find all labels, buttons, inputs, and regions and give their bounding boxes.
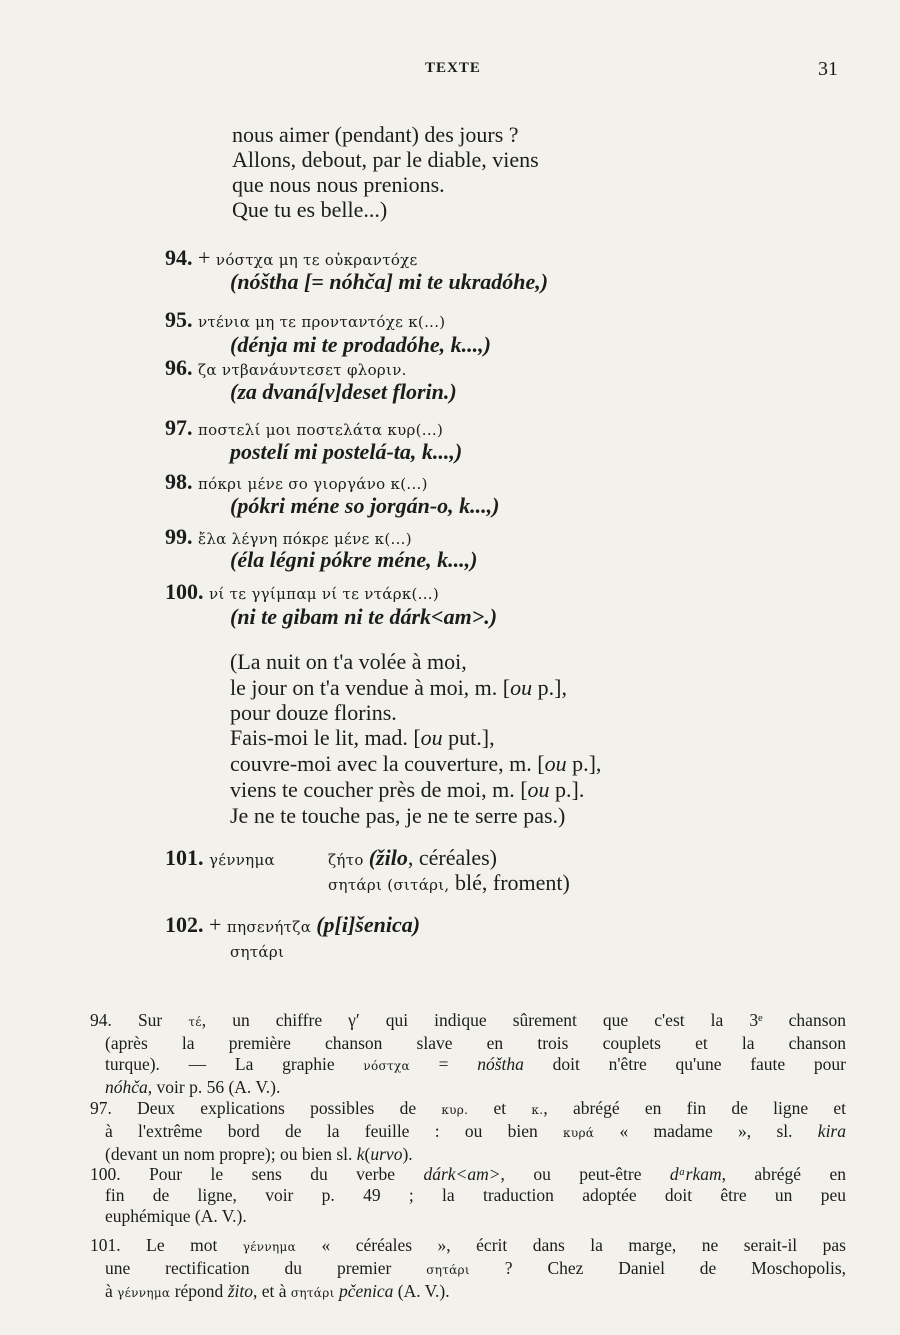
- translation-line: [230, 803, 565, 829]
- intro-line: [232, 197, 387, 223]
- text-segment: couvre-moi avec la couverture, m. [: [230, 751, 545, 776]
- text-segment: p.],: [532, 675, 567, 700]
- italic-text: (éla légni pókre méne, k...,): [230, 547, 478, 572]
- text-segment: put.],: [442, 725, 495, 750]
- italic-text: žito: [227, 1281, 253, 1301]
- entry-translit-line: [230, 604, 497, 630]
- text-segment: doit n'être qu'une faute pour: [523, 1054, 847, 1074]
- entry-translit-line: [230, 439, 462, 465]
- footnote-line: [90, 1258, 846, 1281]
- entry-number: 96.: [165, 355, 198, 380]
- footnote-number: 94.: [90, 1010, 138, 1030]
- italic-text: (ni te gibam ni te dárk<am>.): [230, 604, 498, 629]
- text-segment: +: [198, 245, 216, 270]
- text-segment: =: [409, 1054, 478, 1074]
- entry-greek-line: [165, 579, 439, 607]
- greek-text: ποστελί μοι ποστελάτα κυρ(...): [198, 421, 444, 439]
- greek-text: σητάρι (σιτάρι,: [328, 876, 450, 894]
- text-segment: Le mot: [146, 1235, 243, 1255]
- text-segment: (A. V.).: [393, 1281, 450, 1301]
- translation-line: [230, 751, 601, 777]
- footnote-number: 100.: [90, 1164, 150, 1184]
- italic-text: postelí mi postelá-ta, k...,): [230, 439, 463, 464]
- text-segment: , abrégé en: [721, 1164, 847, 1184]
- translation-line: [230, 649, 467, 675]
- greek-text: κ.: [531, 1103, 544, 1117]
- text-segment: et: [468, 1098, 532, 1118]
- text-segment: Que tu es belle...): [232, 197, 388, 222]
- italic-text: pčenica: [338, 1281, 394, 1301]
- text-segment: répond: [170, 1281, 228, 1301]
- italic-text: (p[i]šenica): [316, 912, 421, 937]
- greek-text: ντένια μη τε προνταντόχε κ(...): [198, 313, 446, 331]
- footnote: [90, 1010, 846, 1098]
- text-segment: pour douze florins.: [230, 700, 397, 725]
- text-segment: Pour le sens du verbe: [149, 1164, 424, 1184]
- text-segment: Allons, debout, par le diable, viens: [232, 147, 539, 172]
- text-segment: turque). — La graphie: [105, 1054, 364, 1074]
- entry-number: 98.: [165, 469, 198, 494]
- italic-text: (dénja mi te prodadóhe, k...,): [230, 332, 491, 357]
- running-header: TEXTE: [425, 60, 481, 76]
- italic-text: kira: [817, 1121, 846, 1141]
- text-segment: (après la première chanson slave en trois couplets et la chanson: [105, 1033, 846, 1053]
- italic-text: (pókri méne so jorgán-o, k...,): [230, 493, 500, 518]
- greek-text: ζήτο: [328, 851, 369, 869]
- footnote-number: 97.: [90, 1098, 138, 1118]
- entry-number: 95.: [165, 307, 198, 332]
- intro-line: [232, 122, 519, 148]
- text-segment: euphémique (A. V.).: [105, 1206, 247, 1226]
- italic-text: ou: [527, 777, 550, 802]
- text-segment: , et à: [252, 1281, 291, 1301]
- text-segment: ? Chez Daniel de Moschopolis,: [469, 1258, 847, 1278]
- text-segment: fin de ligne, voir p. 49 ; la traduction adoptée doit être un peu: [105, 1185, 846, 1205]
- footnote-line: [90, 1077, 846, 1098]
- italic-text: ou: [420, 725, 443, 750]
- italic-text: dᵃrkam: [669, 1164, 722, 1184]
- footnote-line: [90, 1121, 846, 1144]
- text-segment: viens te coucher près de moi, m. [: [230, 777, 528, 802]
- text-segment: p.],: [566, 751, 602, 776]
- footnote-line: [90, 1054, 846, 1077]
- text-segment: le jour on t'a vendue à moi, m. [: [230, 675, 511, 700]
- translation-line: [230, 675, 567, 701]
- entry-translit-line: [230, 493, 500, 519]
- entry-102-line2: [230, 937, 284, 965]
- text-segment: (: [364, 1144, 371, 1164]
- footnote-line: [90, 1206, 846, 1227]
- footnote-number: 101.: [90, 1235, 147, 1255]
- text-segment: , ou peut-être: [500, 1164, 670, 1184]
- greek-text: ζα ντβανάυντεσετ φλοριν.: [198, 361, 407, 379]
- entry-number: 100.: [165, 579, 209, 604]
- text-segment: Deux explications possibles de: [137, 1098, 442, 1118]
- translation-line: [230, 725, 495, 751]
- footnote-line: [90, 1185, 846, 1206]
- greek-text: γέννημα: [242, 1240, 296, 1254]
- italic-text: urvo: [370, 1144, 403, 1164]
- entry-number: 94.: [165, 245, 198, 270]
- greek-text: ἔλα λέγνη πόκρε μένε κ(...): [198, 530, 412, 548]
- greek-text: γέννημα: [117, 1286, 171, 1300]
- greek-text: κυρ.: [441, 1103, 469, 1117]
- italic-text: nóštha: [477, 1054, 524, 1074]
- text-segment: p.].: [549, 777, 585, 802]
- footnote: [90, 1235, 846, 1304]
- text-segment: Je ne te touche pas, je ne te serre pas.): [230, 803, 566, 828]
- footnote: [90, 1098, 846, 1165]
- italic-text: ou: [510, 675, 533, 700]
- text-segment: , voir p. 56 (A. V.).: [147, 1077, 281, 1097]
- footnote: [90, 1164, 846, 1227]
- greek-text: νόστχα μη τε οὐκραντόχε: [215, 251, 418, 269]
- footnote-line: [90, 1144, 846, 1165]
- text-segment: à l'extrême bord de la feuille : ou bien: [105, 1121, 564, 1141]
- intro-line: [232, 147, 539, 173]
- entry-translit-line: [230, 547, 477, 573]
- text-segment: Sur: [137, 1010, 189, 1030]
- entry-102-line1: [165, 912, 420, 940]
- greek-text: γέννημα: [209, 851, 275, 869]
- text-segment: « madame », sl.: [594, 1121, 818, 1141]
- entry-number: 99.: [165, 524, 198, 549]
- greek-text: πησενήτζα: [226, 918, 317, 936]
- entry-number: 102.: [165, 912, 209, 937]
- entry-101-line2: [328, 870, 570, 898]
- text-segment: ).: [402, 1144, 413, 1164]
- italic-text: (za dvaná[v]deset florin.): [230, 379, 457, 404]
- greek-text: νόστχα: [363, 1059, 410, 1073]
- footnote-line: [90, 1235, 846, 1258]
- text-segment: une rectification du premier: [105, 1258, 427, 1278]
- intro-line: [232, 172, 445, 198]
- text-segment: , abrégé en fin de ligne et: [543, 1098, 846, 1118]
- entry-101-line1: [328, 845, 497, 873]
- italic-text: (nóštha [= nóhča] mi te ukradóhe,): [230, 269, 549, 294]
- translation-line: [230, 700, 397, 726]
- text-segment: à: [105, 1281, 118, 1301]
- entry-number: 97.: [165, 415, 198, 440]
- greek-text: σητάρι: [426, 1263, 470, 1277]
- greek-text: νί τε γγίμπαμ νί τε ντάρκ(...): [209, 585, 440, 603]
- footnote-line: [90, 1281, 846, 1304]
- entry-number: 101.: [165, 845, 209, 870]
- text-segment: (La nuit on t'a volée à moi,: [230, 649, 467, 674]
- text-segment: Fais-moi le lit, mad. [: [230, 725, 421, 750]
- translation-line: [230, 777, 584, 803]
- footnote-line: [90, 1010, 846, 1033]
- text-segment: que nous nous prenions.: [232, 172, 445, 197]
- italic-text: nóhča: [105, 1077, 148, 1097]
- footnote-line: [90, 1164, 846, 1185]
- italic-text: ou: [544, 751, 567, 776]
- footnote-line: [90, 1098, 846, 1121]
- text-segment: nous aimer (pendant) des jours ?: [232, 122, 519, 147]
- greek-text: σητάρι: [230, 943, 285, 961]
- text-segment: +: [209, 912, 227, 937]
- entry-greek-line: [165, 307, 445, 335]
- page-number: 31: [818, 58, 838, 80]
- italic-text: k: [356, 1144, 365, 1164]
- greek-text: τέ: [188, 1015, 202, 1029]
- italic-text: dárk<am>: [423, 1164, 501, 1184]
- text-segment: (devant un nom propre); ou bien sl.: [105, 1144, 357, 1164]
- italic-text: (žilo: [368, 845, 408, 870]
- entry-101-greek: [165, 845, 275, 873]
- text-segment: « céréales », écrit dans la marge, ne serait-il pas: [295, 1235, 846, 1255]
- text-segment: , un chiffre γ′ qui indique sûrement que c'est la 3ᵉ chanson: [201, 1010, 847, 1030]
- greek-text: σητάρι: [290, 1286, 335, 1300]
- greek-text: πόκρι μένε σο γιοργάνο κ(...): [198, 475, 428, 493]
- entry-translit-line: [230, 269, 548, 295]
- entry-translit-line: [230, 379, 457, 405]
- greek-text: κυρά: [563, 1126, 595, 1140]
- text-segment: blé, froment): [449, 870, 570, 895]
- text-segment: , céréales): [407, 845, 497, 870]
- footnote-line: [90, 1033, 846, 1054]
